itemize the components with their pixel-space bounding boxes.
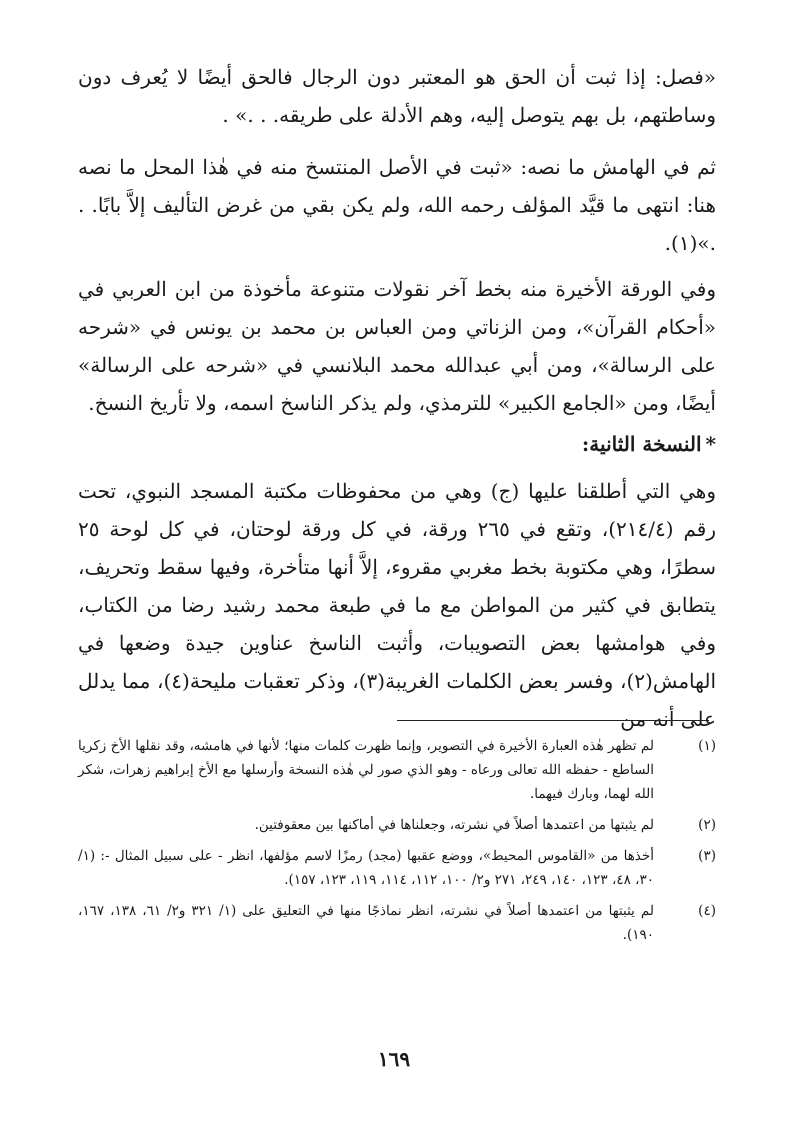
paragraph-last-leaf: وفي الورقة الأخيرة منه بخط آخر نقولات متنوعة مأخوذة من ابن العربي في «أحكام القرآن»، ومن الزناتي ومن العباس بن محمد بن يونس في «شرحه على الرسالة»، ومن أبي عبدالله محمد البلانسي في «شرحه على الرسالة» أيضًا، ومن «الجامع الكبير» للترمذي، ولم يذكر الناسخ اسمه، ولا تأريخ النسخ. xyxy=(78,277,716,415)
paragraph-second-manuscript: وهي التي أطلقنا عليها (ج) وهي من محفوظات مكتبة المسجد النبوي، تحت رقم (٢١٤/٤)، وتقع في ٢٦٥ ورقة، في كل ورقة لوحتان، في كل لوحة ٢٥ سطرًا، وهي مكتوبة بخط مغربي مقروء، إلاَّ أنها متأخرة، وفيها سقط وتحريف، يتطابق في كثير من المواطن مع ما في طبعة محمد رشيد رضا من الكتاب، وفي هوامشها بعض التصويبات، وأثبت الناسخ عناوين جيدة وضعها في الهامش(٢)، وفسر بعض الكلمات الغريبة(٣)، وذكر تعقبات مليحة(٤)، مما يدلل على أنه من xyxy=(78,479,717,731)
footnote-text: لم يثبتها من اعتمدها أصلاً في نشرته، وجعلناها في أماكنها بين معقوفتين. xyxy=(254,817,654,833)
footnote-item xyxy=(78,813,716,837)
footnote-text: لم تظهر هٰذه العبارة الأخيرة في التصوير، وإنما ظهرت كلمات منها؛ لأنها في هامشه، وقد نقلها الأخ زكريا الساطع - حفظه الله تعالى ورعاه - وهو الذي صور لي هٰذه النسخة وأرسلها مع الأخ إبراهيم زهرات، شكر الله لهما، وبارك فيهما. xyxy=(78,738,654,802)
page-number: ١٦٩ xyxy=(377,1047,411,1071)
footnote-text: لم يثبتها من اعتمدها أصلاً في نشرته، انظر نماذجًا منها في التعليق على (١/ ٣٢١ و٢/ ٦١، ١٣٨، ١٦٧، ١٩٠). xyxy=(78,903,654,943)
footnote-number: (٢) xyxy=(698,817,716,833)
star-bullet-icon: * xyxy=(705,432,716,456)
footnote-item xyxy=(78,734,716,806)
footnotes-list xyxy=(78,734,716,954)
footnote-number: (٤) xyxy=(698,903,716,919)
section-heading-text: النسخة الثانية: xyxy=(581,432,702,456)
paragraph-quote-fasl: «فصل: إذا ثبت أن الحق هو المعتبر دون الرجال فالحق أيضًا لا يُعرف دون وساطتهم، بل بهم يتوصل إليه، وهم الأدلة على طريقه. . .» . xyxy=(78,65,716,127)
footnote-number: (٣) xyxy=(698,848,716,864)
paragraph-margin-note: ثم في الهامش ما نصه: «ثبت في الأصل المنتسخ منه في هٰذا المحل ما نصه هنا: انتهى ما قيَّد المؤلف رحمه الله، ولم يكن بقي من غرض التأليف إلاَّ بابًا. . .»(١). xyxy=(78,155,716,255)
footnote-item xyxy=(78,899,716,947)
footnote-number: (١) xyxy=(698,738,716,754)
footnote-text: أخذها من «القاموس المحيط»، ووضع عقبها (مجد) رمزًا لاسم مؤلفها، انظر - على سبيل المثال -: (١/ ٣٠، ٤٨، ١٢٣، ١٤٠، ٢٤٩، ٢٧١ و٢/ ١٠٠، ١١٢، ١١٤، ١١٩، ١٢٣، ١٥٧). xyxy=(78,848,654,888)
footnote-item xyxy=(78,844,716,892)
section-heading xyxy=(582,432,716,456)
footnote-separator xyxy=(397,720,709,721)
